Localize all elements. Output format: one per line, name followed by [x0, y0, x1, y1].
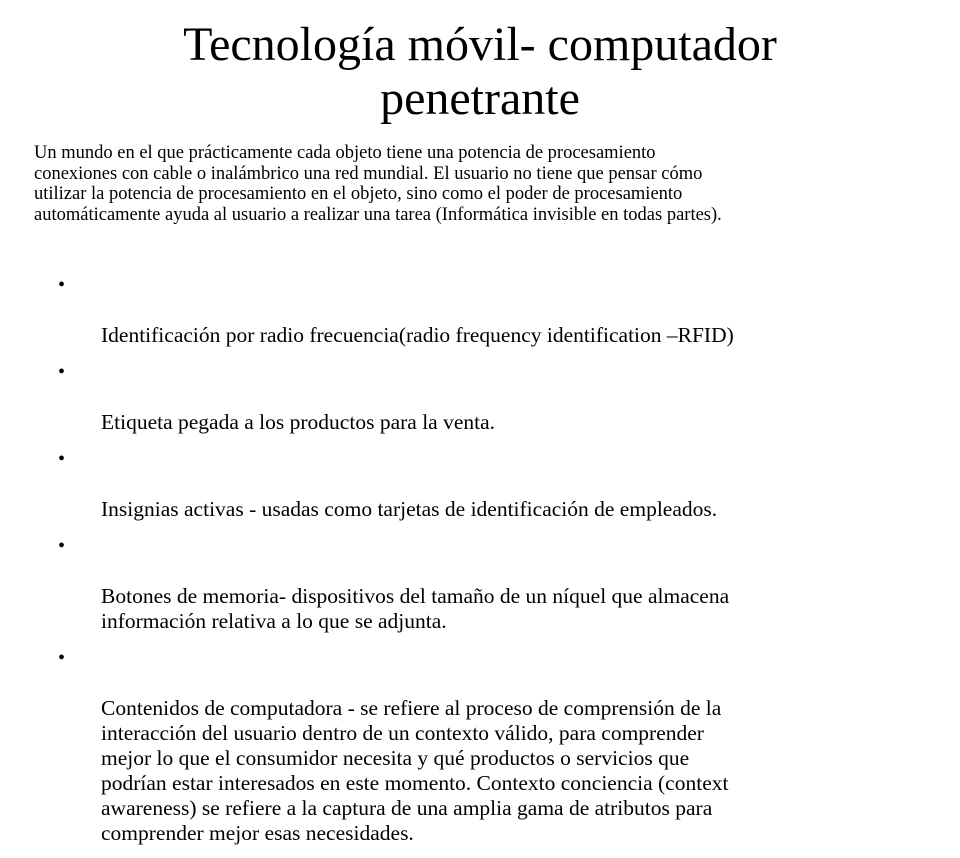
bullet-item-rfid [58, 273, 908, 348]
bullet-item-badges [58, 447, 908, 522]
bullet-list [58, 273, 908, 858]
bullet-text: Identificación por radio frecuencia(radio frequency identification –RFID) [101, 323, 734, 347]
bullet-text: Contenidos de computadora - se refiere al proceso de comprensión de la interacción del usuario dentro de un contexto válido, para comprender mejor lo que el consumidor necesita y qué productos o servicios que podrían estar interesados en este momento. Contexto conciencia (context awareness) se refiere a la captura de una amplia gama de atributos para comprender mejor esas necesidades. [101, 696, 729, 845]
bullet-text: Insignias activas - usadas como tarjetas de identificación de empleados. [101, 497, 718, 521]
bullet-text: Botones de memoria- dispositivos del tamaño de un níquel que almacena información relativa a lo que se adjunta. [101, 584, 730, 633]
bullet-dot-icon: • [58, 361, 66, 383]
bullet-dot-icon: • [58, 274, 66, 296]
bullet-item-label [58, 360, 908, 435]
intro-paragraph: Un mundo en el que prácticamente cada objeto tiene una potencia de procesamiento conexiones con cable o inalámbrico una red mundial. El usuario no tiene que pensar cómo utilizar la potencia de procesamiento en el objeto, sino como el poder de procesamiento automáticamente ayuda al usuario a realizar una tarea (Informática invisible en todas partes). [34, 143, 722, 225]
bullet-item-memory-buttons [58, 534, 908, 634]
slide-title: Tecnología móvil- computador penetrante [183, 18, 777, 125]
bullet-dot-icon: • [58, 647, 66, 669]
bullet-dot-icon: • [58, 448, 66, 470]
bullet-dot-icon: • [58, 535, 66, 557]
bullet-item-context [58, 646, 908, 846]
bullet-text: Etiqueta pegada a los productos para la venta. [101, 410, 496, 434]
